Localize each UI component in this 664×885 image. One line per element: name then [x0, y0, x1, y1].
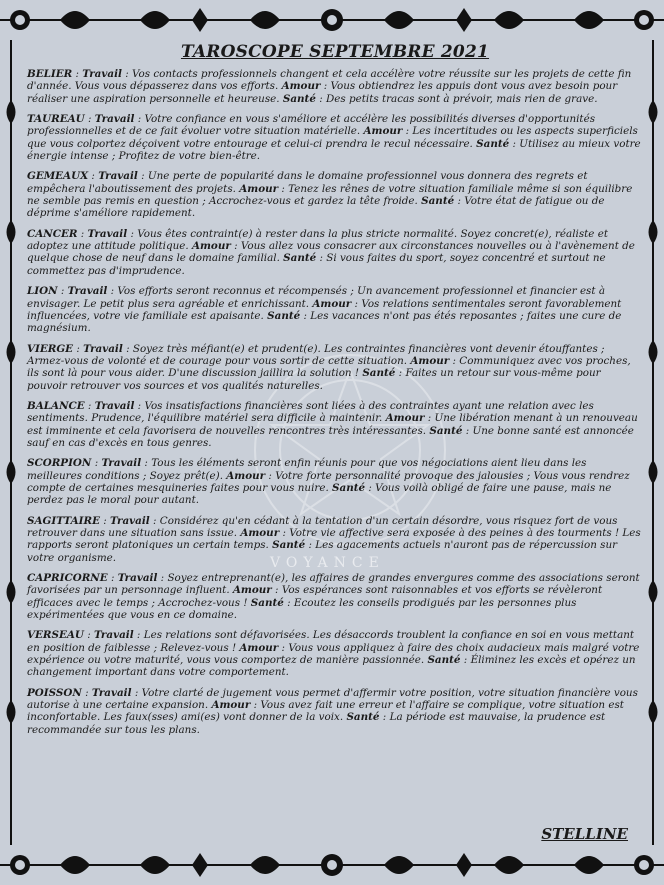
sign-entry-vierge: VIERGE : Travail : Soyez très méfiant(e) et prudent(e). Les contraintes financières vont devenir étouffantes ; Armez-vous de volonté et de courage pour vous sortir de cette situation. Amour : Communiquez avec vos proches, ils sont là pour vous aider. D'une discussion jaillira la solution ! Santé : Faites un retour sur vous-même pour pouvoir retrouver vos sources et vos qualités naturelles.: [27, 342, 631, 392]
sign-entry-taureau: TAUREAU : Travail : Votre confiance en vous s'améliore et accélère les possibilités diverses d'opportunités professionnelles et de ce fait évoluer votre situation matérielle. Amour : Les incertitudes ou les aspects superficiels que vous colportez déçoivent votre entourage et celui-ci prendra le recul nécessaire. Santé : Utilisez au mieux votre énergie intense ; Profitez de votre bien-être.: [27, 113, 641, 163]
sante-label: Santé: [476, 137, 510, 150]
sante-label: Santé: [427, 654, 461, 667]
amour-text: Vous vous appliquez à faire des choix audacieux mais malgré votre expérience ou votre maturité, vous vous comportez de manière passionnée.: [27, 641, 640, 667]
travail-label: Travail: [67, 285, 108, 298]
page-title: TAROSCOPE SEPTEMBRE 2021: [180, 42, 490, 62]
travail-text: Considérez qu'en cédant à la tentation d'un certain désordre, vous risquez fort de vous retrouver dans une situation sans issue.: [27, 514, 618, 539]
sign-name: SCORPION: [27, 457, 92, 470]
sante-text: Des petits tracas sont à prévoir, mais rien de grave.: [325, 92, 598, 105]
left-ornament-border: [0, 40, 22, 845]
amour-label: Amour: [240, 527, 280, 539]
sign-name: LION: [27, 285, 58, 298]
sante-text: Faites un retour sur vous-même pour pouvoir retrouver vos sources et vos qualités naturelles.: [27, 367, 601, 392]
travail-label: Travail: [87, 227, 128, 240]
amour-text: Votre forte personnalité provoque des jalousies ; Vous vous rendrez compte de certaines mesquineries faites pour vous nuire.: [27, 469, 630, 494]
amour-label: Amour: [312, 297, 352, 310]
travail-label: Travail: [93, 629, 134, 642]
travail-label: Travail: [117, 572, 158, 585]
sign-entry-belier: BELIER : Travail : Vos contacts professionnels changent et cela accélère votre réussite sur les projets de cette fin d'année. Vous vous dépasserez dans vos efforts. Amour : Vous obtiendrez les appuis dont vous avez besoin pour réaliser une aspiration personnelle et heureuse. Santé : Des petits tracas sont à prévoir, mais rien de grave.: [27, 68, 632, 105]
travail-text: Tous les éléments seront enfin réunis pour que vos négociations aient lieu dans les meilleures conditions ; Soyez prêt(e).: [27, 457, 587, 482]
sante-text: La période est mauvaise, la prudence est recommandée sur tous les plans.: [27, 711, 606, 736]
author-signature: STELLINE: [541, 825, 628, 843]
sante-text: Les vacances n'ont pas étés reposantes ; faites une cure de magnésium.: [27, 309, 622, 335]
sign-name: BELIER: [27, 68, 73, 80]
sign-entry-poisson: POISSON : Travail : Votre clarté de jugement vous permet d'affermir votre position, votre situation financière vous autorise à une certaine expansion. Amour : Vous avez fait une erreur et l'affaire se complique, votre situation est inconfortable. Les faux(sses) ami(es) vont donner de la voix. Santé : La période est mauvaise, la prudence est recommandée sur tous les plans.: [27, 686, 638, 736]
sante-text: Les agacements actuels n'auront pas de répercussion sur votre organisme.: [27, 539, 618, 564]
sign-name: TAUREAU: [27, 113, 85, 126]
travail-text: Soyez entreprenant(e), les affaires de grandes envergures comme des associations seront favorisées par un personnage influent.: [27, 572, 640, 597]
travail-label: Travail: [101, 457, 142, 470]
sante-text: Si vous faites du sport, soyez concentré et surtout ne commettez pas d'imprudence.: [27, 252, 606, 277]
amour-label: Amour: [226, 469, 266, 482]
sante-label: Santé: [250, 596, 284, 609]
sign-name: SAGITTAIRE: [27, 514, 100, 527]
top-ornament-border: [0, 0, 664, 40]
amour-label: Amour: [385, 412, 425, 425]
sign-name: CANCER: [27, 227, 78, 240]
travail-text: Votre confiance en vous s'améliore et accélère les possibilités diverses d'opportunités professionnelles et de ce fait évoluer votre situation matérielle.: [27, 113, 596, 138]
watermark-text: VOYANCE: [270, 555, 385, 571]
sante-text: Une bonne santé est annoncée sauf en cas d'excès en tous genres.: [27, 424, 634, 449]
amour-text: Vous avez fait une erreur et l'affaire se complique, votre situation est inconfortable. Les faux(sses) ami(es) vont donner de la voix.: [27, 699, 624, 724]
sante-text: Vous voilà obligé de faire une pause, mais ne perdez pas le moral pour autant.: [27, 481, 612, 507]
amour-label: Amour: [281, 80, 321, 93]
sign-entry-verseau: VERSEAU : Travail : Les relations sont défavorisées. Les désaccords troublent la confiance en soi en vous mettant en position de faiblesse ; Relevez-vous ! Amour : Vous vous appliquez à faire des choix audacieux mais malgré votre expérience ou votre maturité, vous vous comportez de manière passionnée. Santé : Éliminez les excès et opérez un changement important dans votre comportement.: [27, 629, 640, 679]
amour-label: Amour: [191, 240, 231, 253]
travail-label: Travail: [98, 170, 138, 183]
travail-text: Les relations sont défavorisées. Les désaccords troublent la confiance en soi en vous mettant en position de faiblesse ; Relevez-vous !: [27, 629, 635, 654]
travail-text: Votre clarté de jugement vous permet d'affermir votre position, votre situation financière vous autorise à une certaine expansion.: [27, 686, 638, 712]
sante-label: Santé: [332, 481, 366, 494]
amour-text: Les incertitudes ou les aspects superficiels que vous colportez déçoivent votre entourage et celui-ci prendra le recul nécessaire.: [27, 125, 638, 150]
travail-label: Travail: [94, 399, 135, 412]
sign-name: POISSON: [27, 686, 82, 699]
amour-text: Votre vie affective sera exposée à des peines à des tourments ! Les rapports seront platoniques un certain temps.: [27, 527, 641, 552]
signs-list: [27, 68, 643, 736]
travail-text: Soyez très méfiant(e) et prudent(e). Les contraintes financières vont devenir étouffantes ; Armez-vous de volonté et de courage pour vous sortir de cette situation.: [27, 342, 605, 367]
amour-text: Tenez les rênes de votre situation familiale même si son équilibre ne semble pas remis en question ; Accrochez-vous et gardez la tête froide.: [27, 182, 633, 208]
horoscope-content: [27, 40, 643, 744]
travail-label: Travail: [94, 113, 135, 126]
amour-label: Amour: [410, 354, 450, 367]
sante-label: Santé: [267, 309, 301, 322]
sign-entry-sagittaire: SAGITTAIRE : Travail : Considérez qu'en cédant à la tentation d'un certain désordre, vous risquez fort de vous retrouver dans une situation sans issue. Amour : Votre vie affective sera exposée à des peines à des tourments ! Les rapports seront platoniques un certain temps. Santé : Les agacements actuels n'auront pas de répercussion sur votre organisme.: [27, 514, 641, 564]
travail-text: Vous êtes contraint(e) à rester dans la plus stricte normalité. Soyez concret(e), réaliste et adoptez une attitude politique.: [27, 227, 608, 253]
amour-text: Vos espérances sont raisonnables et vos efforts se révèleront efficaces avec le temps ; Accrochez-vous !: [27, 584, 603, 609]
sante-text: Éliminez les excès et opérez un changement important dans votre comportement.: [27, 654, 636, 679]
sign-name: VIERGE: [27, 342, 74, 355]
sante-label: Santé: [272, 539, 306, 552]
travail-text: Vos contacts professionnels changent et cela accélère votre réussite sur les projets de cette fin d'année. Vous vous dépasserez dans vos efforts.: [27, 68, 632, 93]
right-ornament-border: [642, 40, 664, 845]
amour-label: Amour: [363, 125, 403, 138]
travail-text: Vos efforts seront reconnus et récompensés ; Un avancement professionnel et financier est à envisager. Le petit plus sera agréable et enrichissant.: [27, 285, 605, 310]
sign-name: VERSEAU: [27, 629, 84, 642]
sante-label: Santé: [283, 252, 317, 265]
sante-label: Santé: [282, 92, 316, 105]
travail-label: Travail: [83, 342, 123, 355]
travail-text: Une perte de popularité dans le domaine professionnel vous donnera des regrets et empêchera l'aboutissement des projets.: [27, 170, 588, 195]
sign-name: BALANCE: [27, 399, 85, 412]
travail-text: Vos insatisfactions financières sont liées à des contraintes ayant une relation avec les sentiments. Prudence, l'équilibre matériel sera difficile à maintenir.: [27, 399, 594, 425]
amour-text: Communiquez avec vos proches, ils sont là pour vous aider. D'une discussion jaillira la solution !: [27, 354, 631, 380]
sign-entry-lion: LION : Travail : Vos efforts seront reconnus et récompensés ; Un avancement professionnel et financier est à envisager. Le petit plus sera agréable et enrichissant. Amour : Vos relations sentimentales seront favorablement influencées, votre vie familiale est apaisante. Santé : Les vacances n'ont pas étés reposantes ; faites une cure de magnésium.: [27, 285, 622, 335]
sante-text: Ecoutez les conseils prodigués par les personnes plus expérimentées que vous en ce domaine.: [27, 596, 577, 622]
amour-label: Amour: [239, 182, 279, 195]
sante-text: Utilisez au mieux votre énergie intense ; Profitez de votre bien-être.: [27, 137, 641, 163]
sign-entry-capricorne: CAPRICORNE : Travail : Soyez entreprenant(e), les affaires de grandes envergures comme des associations seront favorisées par un personnage influent. Amour : Vos espérances sont raisonnables et vos efforts se révèleront efficaces avec le temps ; Accrochez-vous ! Santé : Ecoutez les conseils prodigués par les personnes plus expérimentées que vous en ce domaine.: [27, 572, 640, 622]
amour-text: Vous allez vous consacrer aux circonstances nouvelles ou à l'avènement de quelque chose de neuf dans le domaine familial.: [27, 240, 635, 265]
travail-label: Travail: [82, 68, 122, 80]
sante-text: Votre état de fatigue ou de déprime s'améliore rapidement.: [27, 195, 605, 220]
travail-label: Travail: [91, 686, 132, 699]
travail-label: Travail: [110, 514, 150, 527]
sante-label: Santé: [362, 367, 396, 380]
sign-entry-cancer: CANCER : Travail : Vous êtes contraint(e) à rester dans la plus stricte normalité. Soyez concret(e), réaliste et adoptez une attitude politique. Amour : Vous allez vous consacrer aux circonstances nouvelles ou à l'avènement de quelque chose de neuf dans le domaine familial. Santé : Si vous faites du sport, soyez concentré et surtout ne commettez pas d'imprudence.: [27, 227, 635, 277]
amour-text: Vous obtiendrez les appuis dont vous avez besoin pour réaliser une aspiration personnelle et heureuse.: [27, 80, 618, 105]
bottom-ornament-border: [0, 845, 664, 885]
amour-text: Vos relations sentimentales seront favorablement influencées, votre vie familiale est apaisante.: [27, 297, 622, 322]
amour-label: Amour: [211, 699, 251, 712]
amour-label: Amour: [232, 584, 272, 597]
sante-label: Santé: [429, 424, 463, 437]
sante-label: Santé: [421, 195, 455, 208]
amour-text: Une libération menant à un renouveau est imminente et cela favorisera de nouvelles rencontres très intéressantes.: [27, 412, 638, 437]
sign-name: CAPRICORNE: [27, 572, 108, 585]
sign-name: GEMEAUX: [27, 170, 89, 183]
sign-entry-gemeaux: GEMEAUX : Travail : Une perte de popularité dans le domaine professionnel vous donnera des regrets et empêchera l'aboutissement des projets. Amour : Tenez les rênes de votre situation familiale même si son équilibre ne semble pas remis en question ; Accrochez-vous et gardez la tête froide. Santé : Votre état de fatigue ou de déprime s'améliore rapidement.: [27, 170, 633, 220]
amour-label: Amour: [239, 641, 279, 654]
sign-entry-scorpion: SCORPION : Travail : Tous les éléments seront enfin réunis pour que vos négociations aient lieu dans les meilleures conditions ; Soyez prêt(e). Amour : Votre forte personnalité provoque des jalousies ; Vous vous rendrez compte de certaines mesquineries faites pour vous nuire. Santé : Vous voilà obligé de faire une pause, mais ne perdez pas le moral pour autant.: [27, 457, 630, 507]
sign-entry-balance: BALANCE : Travail : Vos insatisfactions financières sont liées à des contraintes ayant une relation avec les sentiments. Prudence, l'équilibre matériel sera difficile à maintenir. Amour : Une libération menant à un renouveau est imminente et cela favorisera de nouvelles rencontres très intéressantes. Santé : Une bonne santé est annoncée sauf en cas d'excès en tous genres.: [27, 399, 638, 449]
sante-label: Santé: [346, 711, 380, 724]
